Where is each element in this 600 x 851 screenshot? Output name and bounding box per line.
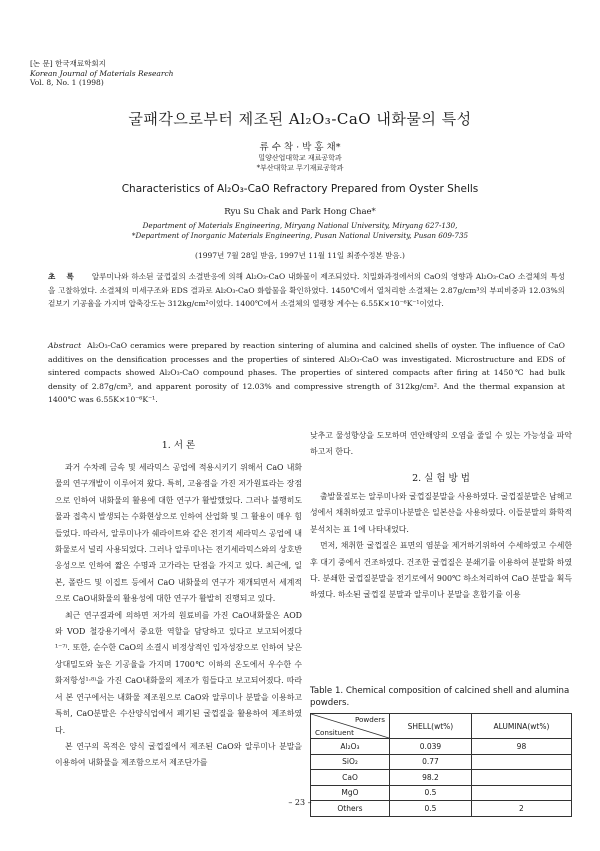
section2-body — [310, 489, 572, 604]
row-alumina-value: 98 — [471, 739, 571, 755]
journal-volume: Vol. 8, No. 1 (1998) — [30, 78, 104, 87]
abstract-ko-text: 알루미나와 하소된 굴껍질의 소결반응에 의해 Al₂O₃-CaO 내화물이 제조되었다. 치밀화과정에서의 CaO의 영향과 Al₂O₃-CaO 소결체의 특성을 고찰하였다. 소결체의 미세구조와 EDS 결과로 Al₂O₃-CaO 화합물을 확인하였다. 1450℃에서 열처리한 소결체는 2.87g/cm³의 부피비중과 12.03%의 겉보기 기공율을 가지며 압축강도는 312kg/cm²이었다. 1400℃에서 소결체의 열팽창 계수는 6.55K×10⁻⁶K⁻¹이었다. — [48, 272, 565, 308]
received-date: (1997년 7월 28일 받음, 1997년 11월 11일 최종수정본 받음.) — [195, 251, 405, 260]
abstract-en-label: Abstract — [48, 341, 82, 350]
row-constituent: Al₂O₃ — [311, 739, 390, 755]
table1-caption: Table 1. Chemical composition of calcined shell and alumina powders. — [310, 686, 570, 708]
abstract-ko-label: 초 록 — [48, 272, 78, 281]
paper-title-en: Characteristics of Al₂O₃-CaO Refractory Prepared from Oyster Shells — [121, 183, 479, 195]
row-constituent: MgO — [311, 785, 390, 801]
section1-heading: 1. 서 론 — [161, 440, 196, 451]
page-number: – 23 – — [288, 798, 312, 807]
affiliation-ko — [0, 153, 600, 173]
affiliation-en-1: Department of Materials Engineering, Miryang National University, Miryang 627-130, — [142, 221, 458, 230]
section1-continued-paragraph: 낮추고 물성향상을 도모하며 연안해양의 오염을 줄일 수 있는 가능성을 파악하고저 한다. — [310, 431, 572, 457]
abstract-en-text: Al₂O₃-CaO ceramics were prepared by reaction sintering of alumina and calcined shells of oyster. The influence of CaO additives on the densification processes and the properties of sintered Al₂O₃-CaO was investigated. Microstructure and EDS of sintered compacts showed Al₂O₃-CaO compound phases. The properties of sintered compacts after firing at 1450℃ had bulk density of 2.87g/cm³, and apparent porosity of 12.03% and compressive strength of 312kg/cm². And the thermal expansion at 1400℃ was 6.55K×10⁻⁶K⁻¹. — [48, 341, 565, 404]
section1-paragraph: 본 연구의 목적은 양식 굴껍질에서 제조된 CaO와 알루미나 분말을 이용하여 내화물을 제조함으로서 제조단가를 — [55, 741, 302, 768]
row-shell-value: 0.5 — [390, 801, 472, 817]
row-alumina-value: 2 — [471, 801, 571, 817]
abstract-ko — [48, 270, 565, 311]
section2-paragraph: 출발물질로는 알루미나와 굴껍질분말을 사용하였다. 굴껍질분말은 남해고성에서 채취하였고 알루미나분말은 일본산을 사용하였다. 이들분말의 화학적 분석치는 표 1에 나타내었다. — [310, 492, 572, 534]
paper-title-ko: 굴패각으로부터 제조된 Al₂O₃-CaO 내화물의 특성 — [128, 110, 472, 128]
section1-body — [55, 460, 302, 772]
table-corner-header — [311, 714, 390, 739]
section1-paragraph: 최근 연구결과에 의하면 저가의 원료비를 가진 CaO내화물은 AOD 와 VOD 철강용기에서 중요한 역할을 담당하고 있다고 보고되어졌다¹⁻⁷⁾. 또한, 순수한 CaO의 소결시 비정상적인 입자성장으로 인하여 낮은 상대밀도와 높은 기공율을 가지며 1700℃ 이하의 온도에서 우수한 수화저항성¹·⁸⁾을 가진 CaO내화물의 제조가 힘들다고 보고되어졌다. 따라서 본 연구에서는 내화물 제조원으로 CaO와 알루미나 분말을 이용하고 특히, CaO분말은 수산양식업에서 폐기된 굴껍질을 활용하여 제조하였다. — [55, 610, 302, 735]
table-header-row — [311, 714, 572, 739]
table-row — [311, 754, 572, 770]
abstract-en — [48, 339, 565, 407]
row-constituent: Others — [311, 801, 390, 817]
table-row — [311, 739, 572, 755]
section1-paragraph: 과거 수차례 금속 및 세라믹스 공업에 적용시키기 위해서 CaO 내화물의 연구개발이 이루어져 왔다. 특히, 고융점을 가진 저가원료라는 장점으로 인하여 내화물의 활용에 대한 연구가 활발했었다. 그러나 불행히도 물과 접촉시 발생되는 수화현상으로 인하여 산업화 및 그 활용이 매우 힘들었다. 따라서, 알루미나가 쉐라이트와 같은 전기적 세라믹스 공업에 내화물로서 널리 사용되었다. 그러나 알루미나는 전기세라믹스와의 상호반응성으로 인하여 짧은 수명과 고가라는 단점을 가지고 있다. 최근에, 일본, 폴란드 및 이집트 등에서 CaO 내화물의 연구가 재개되면서 세계적으로 CaO내화물의 활용성에 대한 연구가 활발히 진행되고 있다. — [55, 463, 302, 604]
header-powders: Powders — [354, 715, 385, 724]
affiliation-en — [0, 221, 600, 241]
authors-ko: 류 수 착 · 박 홍 채* — [259, 142, 341, 153]
row-constituent: SiO₂ — [311, 754, 390, 770]
table-row — [311, 770, 572, 786]
row-alumina-value — [471, 770, 571, 786]
affiliation-ko-1: 밀양산업대학교 재료공학과 — [258, 154, 342, 162]
row-shell-value: 0.5 — [390, 785, 472, 801]
journal-header — [30, 59, 173, 88]
row-constituent: CaO — [311, 770, 390, 786]
row-shell-value: 98.2 — [390, 770, 472, 786]
column-header-shell: SHELL(wt%) — [390, 714, 472, 739]
section2-heading: 2. 실 험 방 법 — [412, 473, 470, 484]
affiliation-ko-2: *부산대학교 무기재료공학과 — [256, 164, 344, 172]
section2-paragraph: 먼저, 채취한 굴껍질은 표면의 염분을 제거하기위하여 수세하였고 수세한 후 대기 중에서 건조하였다. 건조한 굴껍질은 분쇄기를 이용하여 분말화 하였다. 분쇄한 굴껍질분말을 전기로에서 900℃ 하소처리하여 CaO 분말을 획득하였다. 하소된 굴껍질 분말과 알루미나 분말을 혼합기를 이용 — [310, 541, 572, 600]
row-alumina-value — [471, 754, 571, 770]
row-shell-value: 0.77 — [390, 754, 472, 770]
authors-en: Ryu Su Chak and Park Hong Chae* — [224, 207, 376, 217]
header-constituent: Consituent — [315, 728, 354, 737]
journal-name-ko: [논 문] 한국재료학회지 — [30, 59, 106, 68]
journal-name-en: Korean Journal of Materials Research — [30, 68, 174, 78]
section1-continued — [310, 428, 572, 461]
affiliation-en-2: *Department of Inorganic Materials Engineering, Pusan National University, Pusan 609-735 — [131, 231, 469, 240]
row-shell-value: 0.039 — [390, 739, 472, 755]
column-header-alumina: ALUMINA(wt%) — [471, 714, 571, 739]
